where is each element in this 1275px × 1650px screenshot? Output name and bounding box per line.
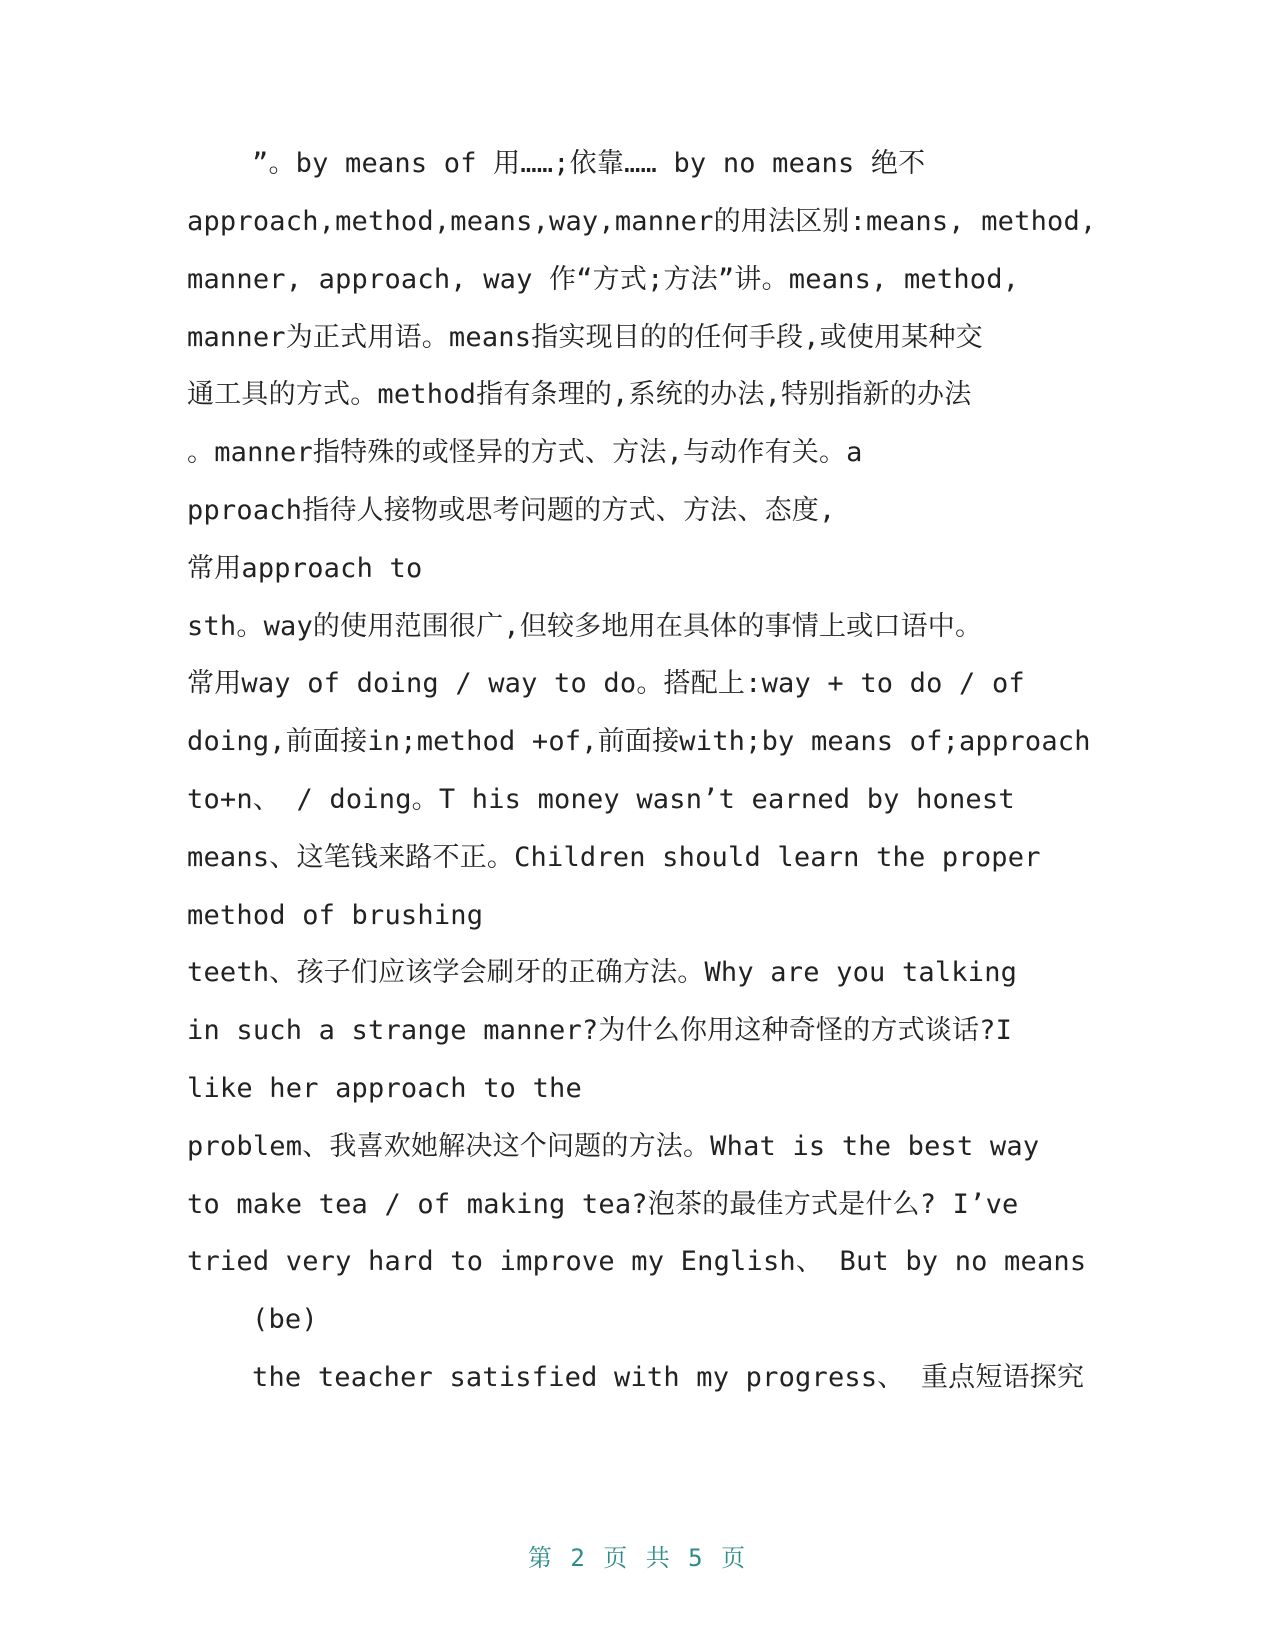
text-line: manner为正式用语。means指实现目的的任何手段,或使用某种交 bbox=[187, 322, 983, 353]
text-line: in such a strange manner?为什么你用这种奇怪的方式谈话?I bbox=[187, 1015, 1013, 1046]
text-line: 常用way of doing / way to do。搭配上:way + to do / of bbox=[187, 668, 1025, 699]
text-line: pproach指待人接物或思考问题的方式、方法、态度, bbox=[187, 495, 836, 526]
text-line: approach,method,means,way,manner的用法区别:means, method, bbox=[187, 206, 1097, 237]
text-line: sth。way的使用范围很广,但较多地用在具体的事情上或口语中。 bbox=[187, 611, 983, 642]
text-line: ”。by means of 用……;依靠…… by no means 绝不 bbox=[252, 148, 926, 179]
text-line: teeth、孩子们应该学会刷牙的正确方法。Why are you talking bbox=[187, 957, 1018, 988]
text-line: method of brushing bbox=[187, 900, 484, 931]
text-line: problem、我喜欢她解决这个问题的方法。What is the best way bbox=[187, 1131, 1040, 1162]
text-line: 常用approach to bbox=[187, 553, 423, 584]
page-number-footer: 第 2 页 共 5 页 bbox=[527, 1544, 748, 1572]
text-line: doing,前面接in;method +of,前面接with;by means of;approach bbox=[187, 726, 1091, 757]
text-line: means、这笔钱来路不正。Children should learn the proper bbox=[187, 842, 1041, 873]
text-line: to+n、 / doing。T his money wasn’t earned by honest bbox=[187, 784, 1015, 815]
text-line: tried very hard to improve my English、 But by no means bbox=[187, 1246, 1087, 1277]
text-line: (be) bbox=[252, 1304, 318, 1335]
text-line: like her approach to the bbox=[187, 1073, 582, 1104]
text-line: the teacher satisfied with my progress、 重点短语探究 bbox=[252, 1362, 1085, 1393]
text-line: manner, approach, way 作“方式;方法”讲。means, method, bbox=[187, 264, 1020, 295]
text-line: 通工具的方式。method指有条理的,系统的办法,特别指新的办法 bbox=[187, 379, 972, 410]
text-line: 。manner指特殊的或怪异的方式、方法,与动作有关。a bbox=[187, 437, 863, 468]
text-line: to make tea / of making tea?泡茶的最佳方式是什么? I’ve bbox=[187, 1189, 1019, 1220]
